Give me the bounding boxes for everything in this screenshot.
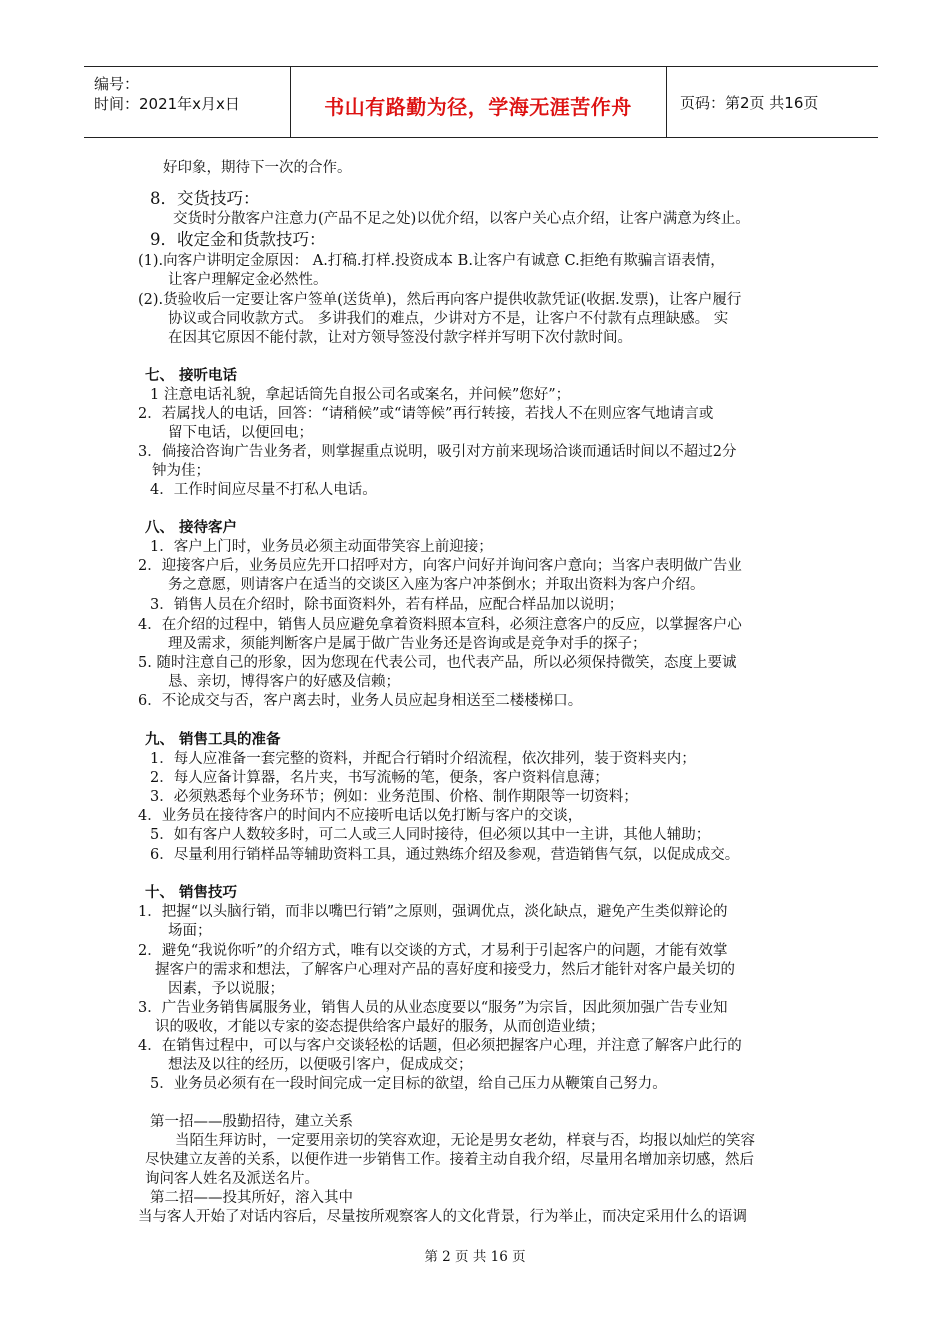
body-line: 3．销售人员在介绍时，除书面资料外，若有样品，应配合样品加以说明； — [150, 597, 624, 613]
page-footer: 第 2 页 共 16 页 — [424, 1249, 526, 1265]
body-line: 5. 随时注意自己的形象，因为您现在代表公司，也代表产品，所以必须保持微笑，态度上要诚 — [138, 655, 737, 671]
body-line: 2．每人应备计算器，名片夹，书写流畅的笔，便条，客户资料信息薄； — [150, 770, 609, 786]
body-line: (1).向客户讲明定金原因： A.打稿.打样.投资成本 B.让客户有诚意 C.拒绝有欺骗言语表情， — [138, 253, 725, 269]
body-line: 当与客人开始了对话内容后，尽量按所观察客人的文化背景，行为举止，而决定采用什么的语调 — [138, 1209, 747, 1225]
section-heading: 七、 接听电话 — [145, 368, 238, 384]
body-line: 协议或合同收款方式。 多讲我们的难点，少讲对方不是，让客户不付款有点理缺感。 实 — [168, 311, 729, 327]
body-line: 当陌生拜访时，一定要用亲切的笑容欢迎，无论是男女老幼，样衰与否，均报以灿烂的笑容 — [175, 1133, 755, 1149]
body-line: 想法及以往的经历，以便吸引客户，促成成交； — [168, 1057, 473, 1073]
body-line: 2．若属找人的电话，回答：“请稍候”或“请等候”再行转接，若找人不在则应客气地请言或 — [138, 406, 714, 422]
body-line: 6．尽量利用行销样品等辅助资料工具，通过熟练介绍及参观，营造销售气氛，以促成成交。 — [150, 847, 740, 863]
body-line: 1．每人应准备一套完整的资料，并配合行销时介绍流程，依次排列，装于资料夹内； — [150, 751, 696, 767]
body-line: 3．广告业务销售属服务业，销售人员的从业态度要以“服务”为宗旨，因此须加强广告专业知 — [138, 1000, 728, 1016]
body-line: 尽快建立友善的关系，以便作进一步销售工作。接着主动自我介绍，尽量用名增加亲切感，然后 — [145, 1152, 754, 1168]
body-line: 4．工作时间应尽量不打私人电话。 — [150, 482, 377, 498]
section-heading: 八、 接待客户 — [145, 520, 238, 536]
header-motto: 书山有路勤为径，学海无涯苦作舟 — [324, 95, 632, 119]
body-line: 5．业务员必须有在一段时间完成一定目标的欲望，给自己压力从鞭策自己努力。 — [150, 1076, 667, 1092]
header-page-number: 页码：第2页 共16页 — [680, 94, 819, 112]
body-line: 4．在销售过程中，可以与客户交谈轻松的话题，但必须把握客户心理，并注意了解客户此行的 — [138, 1038, 742, 1054]
header-left-cell — [84, 67, 291, 137]
body-line: 恳、亲切，博得客户的好感及信赖； — [168, 674, 400, 690]
body-line: 4．在介绍的过程中，销售人员应避免拿着资料照本宣科，必须注意客户的反应，以掌握客户心 — [138, 617, 742, 633]
body-line: 2．迎接客户后，业务员应先开口招呼对方，向客户问好并询问客户意向；当客户表明做广告业 — [138, 558, 742, 574]
body-line: 握客户的需求和想法，了解客户心理对产品的喜好度和接受力，然后才能针对客户最关切的 — [155, 962, 735, 978]
body-line: 3．必须熟悉每个业务环节；例如：业务范围、价格、制作期限等一切资料； — [150, 789, 638, 805]
body-line: 1．把握“以头脑行销，而非以嘴巴行销”之原则，强调优点，淡化缺点，避免产生类似辩论的 — [138, 904, 728, 920]
section-heading: 十、 销售技巧 — [145, 885, 238, 901]
body-line: 5．如有客户人数较多时，可二人或三人同时接待，但必须以其中一主讲，其他人辅助； — [150, 827, 711, 843]
body-line: (2).货验收后一定要让客户签单(送货单)，然后再向客户提供收款凭证(收据.发票)，让客户履行 — [138, 292, 742, 308]
body-line: 场面； — [168, 923, 212, 939]
body-line: 1 注意电话礼貌，拿起话筒先自报公司名或案名，并问候”您好”； — [150, 387, 571, 403]
body-line: 交货时分散客户注意力(产品不足之处)以优介绍，以客户关心点介绍，让客户满意为终止。 — [173, 211, 750, 227]
subsection-heading: 8．交货技巧： — [150, 189, 260, 208]
body-line: 理及需求，须能判断客户是属于做广告业务还是咨询或是竞争对手的探子； — [168, 636, 647, 652]
body-line: 因素，予以说服； — [168, 981, 284, 997]
body-line: 1．客户上门时，业务员必须主动面带笑容上前迎接； — [150, 539, 493, 555]
body-line: 2．避免“我说你听”的介绍方式，唯有以交谈的方式，才易利于引起客户的问题，才能有效掌 — [138, 943, 728, 959]
body-line: 钟为佳； — [152, 463, 210, 479]
subsection-heading: 9．收定金和货款技巧： — [150, 230, 326, 249]
body-line: 在因其它原因不能付款，让对方领导签没付款字样并写明下次付款时间。 — [168, 330, 632, 346]
body-line: 留下电话，以便回电； — [168, 425, 313, 441]
body-line: 3．倘接洽咨询广告业务者，则掌握重点说明，吸引对方前来现场洽谈而通话时间以不超过2分 — [138, 444, 737, 460]
body-line: 务之意愿，则请客户在适当的交谈区入座为客户冲茶倒水；并取出资料为客户介绍。 — [168, 577, 705, 593]
section-heading: 九、 销售工具的准备 — [145, 732, 281, 748]
body-line: 好印象，期待下一次的合作。 — [163, 160, 352, 176]
document-date-label: 时间：2021年x月x日 — [94, 95, 240, 113]
header-page-cell — [666, 67, 878, 137]
strategy-heading: 第二招——投其所好，溶入其中 — [150, 1190, 353, 1206]
body-line: 识的吸收，才能以专家的姿态提供给客户最好的服务，从而创造业绩； — [155, 1019, 605, 1035]
document-number-label: 编号： — [94, 75, 140, 93]
body-line: 6．不论成交与否，客户离去时，业务人员应起身相送至二楼楼梯口。 — [138, 693, 583, 709]
body-line: 让客户理解定金必然性。 — [168, 272, 328, 288]
page-header — [84, 66, 878, 138]
body-line: 4．业务员在接待客户的时间内不应接听电话以免打断与客户的交谈， — [138, 808, 583, 824]
body-line: 询问客人姓名及派送名片。 — [145, 1171, 319, 1187]
strategy-heading: 第一招——殷勤招待，建立关系 — [150, 1114, 353, 1130]
header-motto-cell — [290, 67, 667, 137]
